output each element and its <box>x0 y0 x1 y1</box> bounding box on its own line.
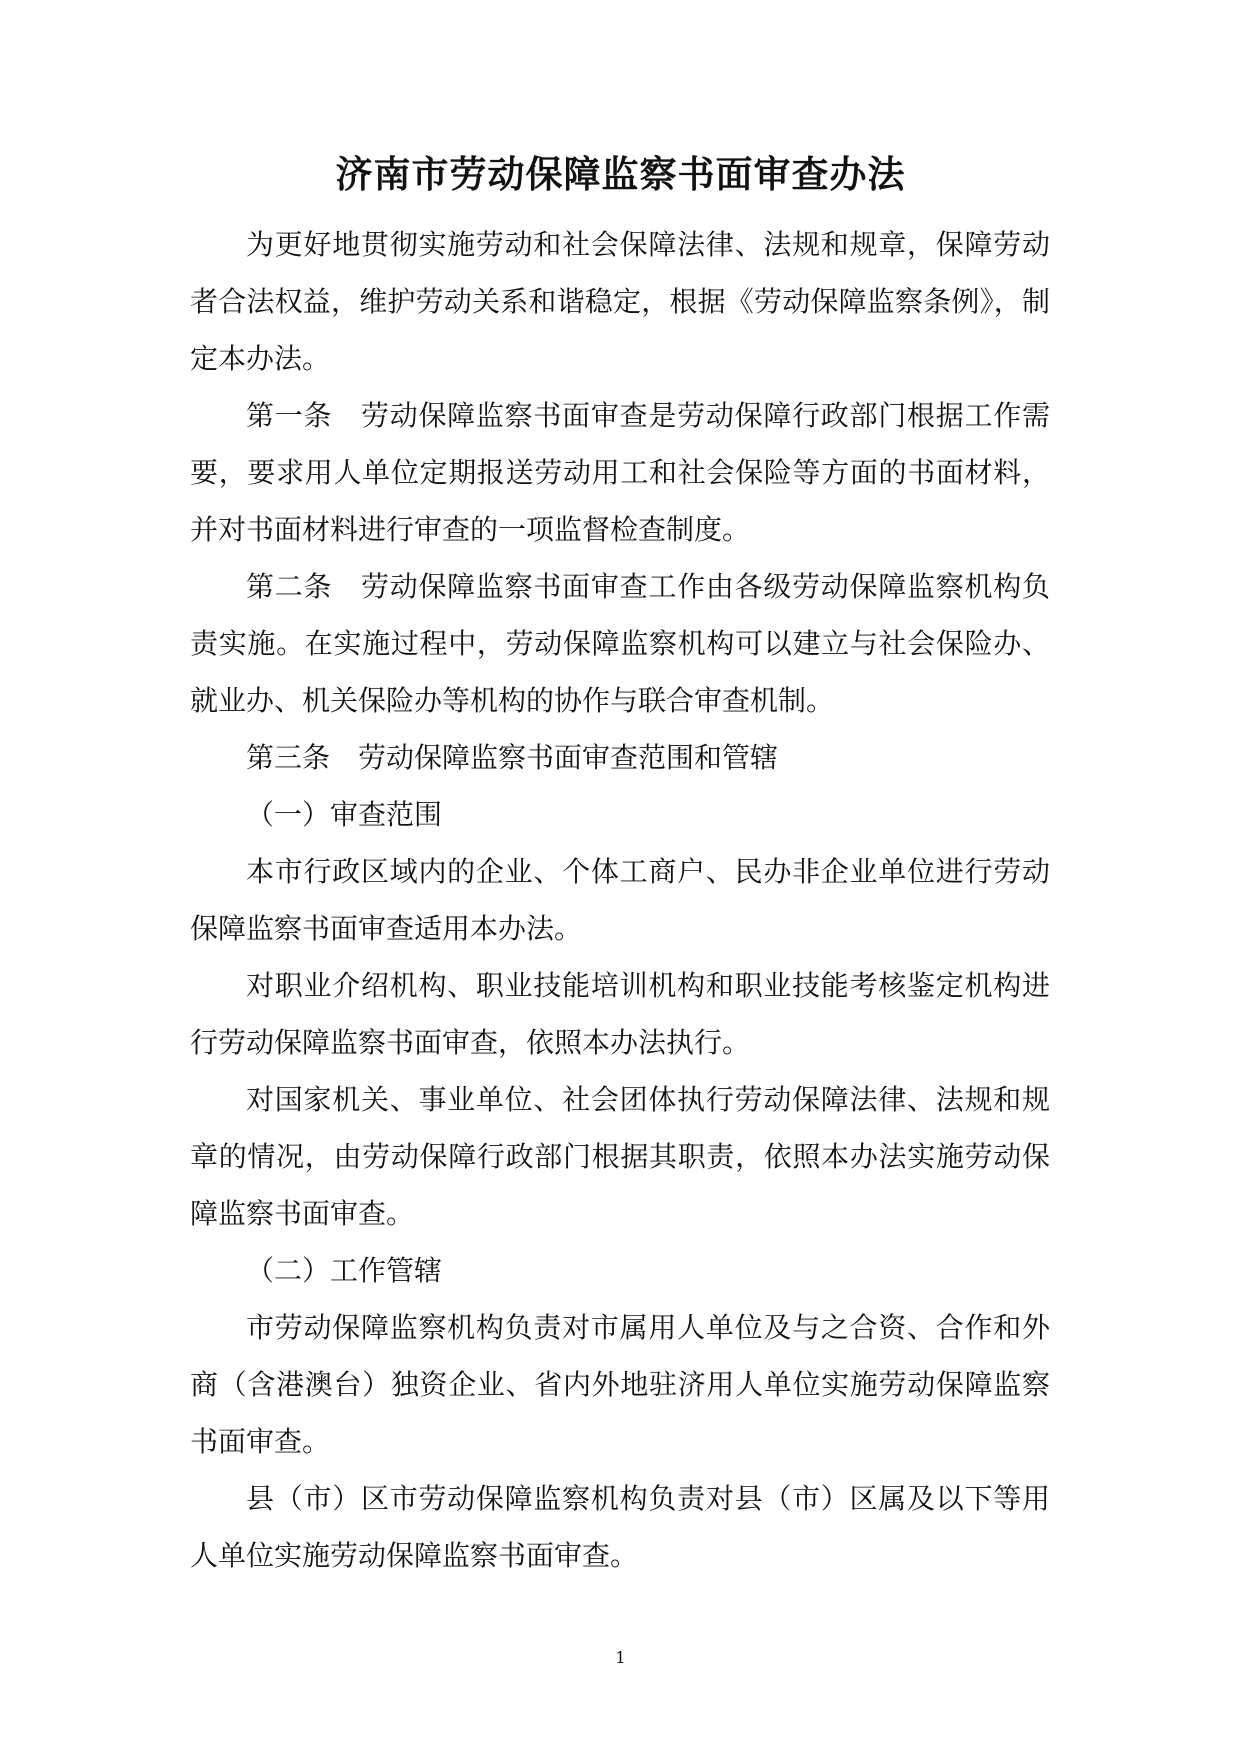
scope-paragraph-2: 对职业介绍机构、职业技能培训机构和职业技能考核鉴定机构进行劳动保障监察书面审查，依照本办法执行。 <box>190 969 1050 1059</box>
article-1-paragraph: 第一条 劳动保障监察书面审查是劳动保障行政部门根据工作需要，要求用人单位定期报送劳动用工和社会保险等方面的书面材料，并对书面材料进行审查的一项监督检查制度。 <box>190 399 1050 546</box>
page-number: 1 <box>615 1648 626 1667</box>
scope-paragraph-1: 本市行政区域内的企业、个体工商户、民办非企业单位进行劳动保障监察书面审查适用本办法。 <box>190 855 1050 945</box>
section-2-heading: （二）工作管辖 <box>246 1254 443 1287</box>
section-1-heading: （一）审查范围 <box>246 798 443 831</box>
document-title: 济南市劳动保障监察书面审查办法 <box>335 152 906 196</box>
article-2-paragraph: 第二条 劳动保障监察书面审查工作由各级劳动保障监察机构负责实施。在实施过程中，劳动保障监察机构可以建立与社会保险办、就业办、机关保险办等机构的协作与联合审查机制。 <box>190 570 1050 717</box>
jurisdiction-paragraph-1: 市劳动保障监察机构负责对市属用人单位及与之合资、合作和外商（含港澳台）独资企业、省内外地驻济用人单位实施劳动保障监察书面审查。 <box>190 1311 1050 1458</box>
scope-paragraph-3: 对国家机关、事业单位、社会团体执行劳动保障法律、法规和规章的情况，由劳动保障行政部门根据其职责，依照本办法实施劳动保障监察书面审查。 <box>190 1083 1050 1230</box>
preamble-paragraph: 为更好地贯彻实施劳动和社会保障法律、法规和规章，保障劳动者合法权益，维护劳动关系和谐稳定，根据《劳动保障监察条例》，制定本办法。 <box>190 228 1050 375</box>
article-3-heading: 第三条 劳动保障监察书面审查范围和管辖 <box>246 741 779 774</box>
jurisdiction-paragraph-2: 县（市）区市劳动保障监察机构负责对县（市）区属及以下等用人单位实施劳动保障监察书面审查。 <box>190 1482 1050 1572</box>
document-body <box>190 216 1050 1584</box>
